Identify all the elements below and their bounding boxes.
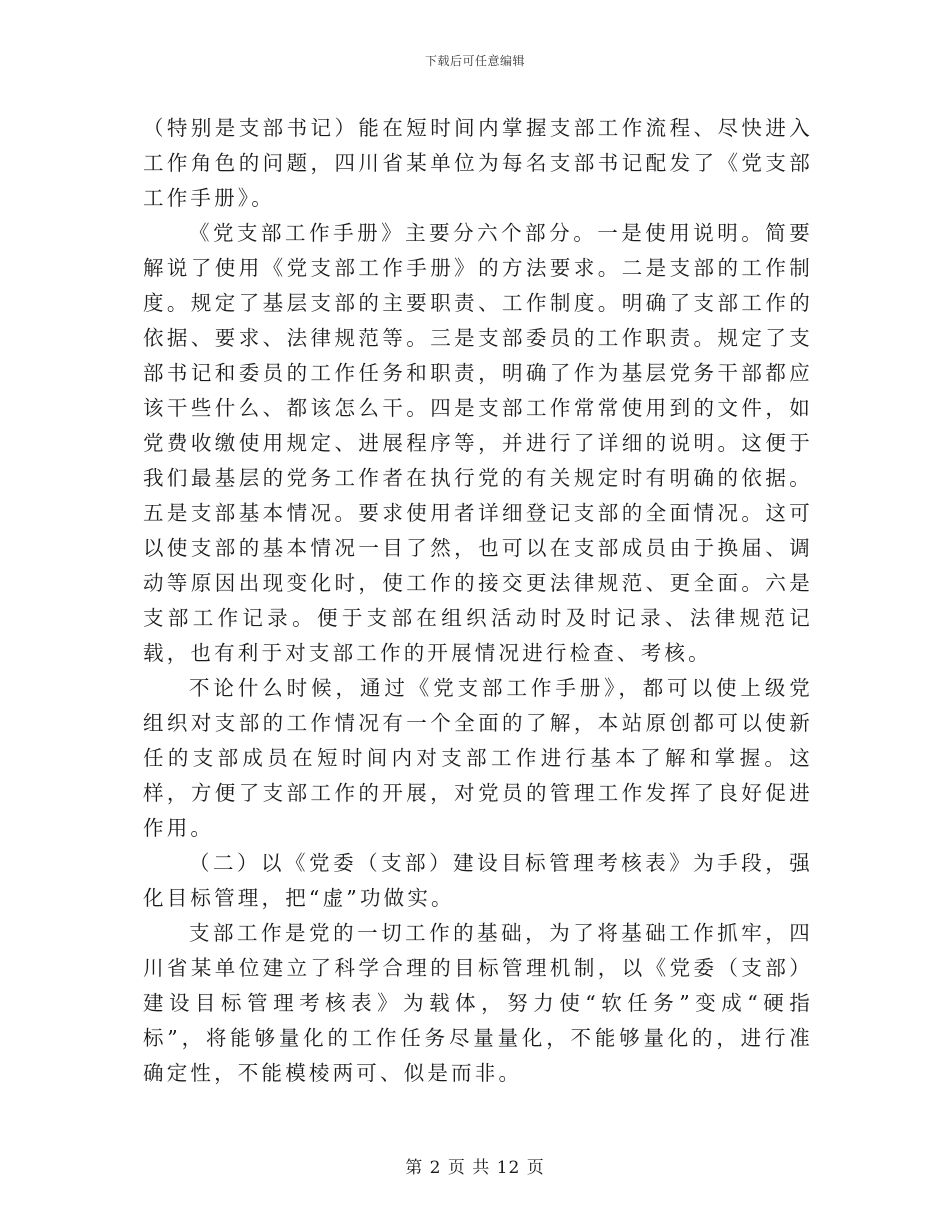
paragraph-target-management: 支部工作是党的一切工作的基础，为了将基础工作抓牢，四川省某单位建立了科学合理的目标管理机制，以《党委（支部）建设目标管理考核表》为载体，努力使“软任务”变成“硬指标”，将能够量化的工作任务尽量量化，不能够量化的，进行准确定性，不能模棱两可、似是而非。 [143,921,813,1085]
section-heading-target-management: （二）以《党委（支部）建设目标管理考核表》为手段，强化目标管理，把“虚”功做实。 [143,851,813,910]
page-number-footer: 第 2 页 共 12 页 [405,1158,545,1178]
document-body [143,111,813,1091]
page-header: 下载后可任意编辑 [424,54,525,68]
paragraph-handbook-sections: 《党支部工作手册》主要分六个部分。一是使用说明。简要解说了使用《党支部工作手册》的方法要求。二是支部的工作制度。规定了基层支部的主要职责、工作制度。明确了支部工作的依据、要求、法律规范等。三是支部委员的工作职责。规定了支部书记和委员的工作任务和职责，明确了作为基层党务干部都应该干些什么、都该怎么干。四是支部工作常常使用到的文件，如党费收缴使用规定、进展程序等，并进行了详细的说明。这便于我们最基层的党务工作者在执行党的有关规定时有明确的依据。五是支部基本情况。要求使用者详细登记支部的全面情况。这可以使支部的基本情况一目了然，也可以在支部成员由于换届、调动等原因出现变化时，使工作的接交更法律规范、更全面。六是支部工作记录。便于支部在组织活动时及时记录、法律规范记载，也有利于对支部工作的开展情况进行检查、考核。 [143,221,813,665]
paragraph-handbook-benefits: 不论什么时候，通过《党支部工作手册》，都可以使上级党组织对支部的工作情况有一个全面的了解，本站原创都可以使新任的支部成员在短时间内对支部工作进行基本了解和掌握。这样，方便了支部工作的开展，对党员的管理工作发挥了良好促进作用。 [143,676,813,840]
paragraph-continuation: （特别是支部书记）能在短时间内掌握支部工作流程、尽快进入工作角色的问题，四川省某单位为每名支部书记配发了《党支部工作手册》。 [143,116,813,210]
